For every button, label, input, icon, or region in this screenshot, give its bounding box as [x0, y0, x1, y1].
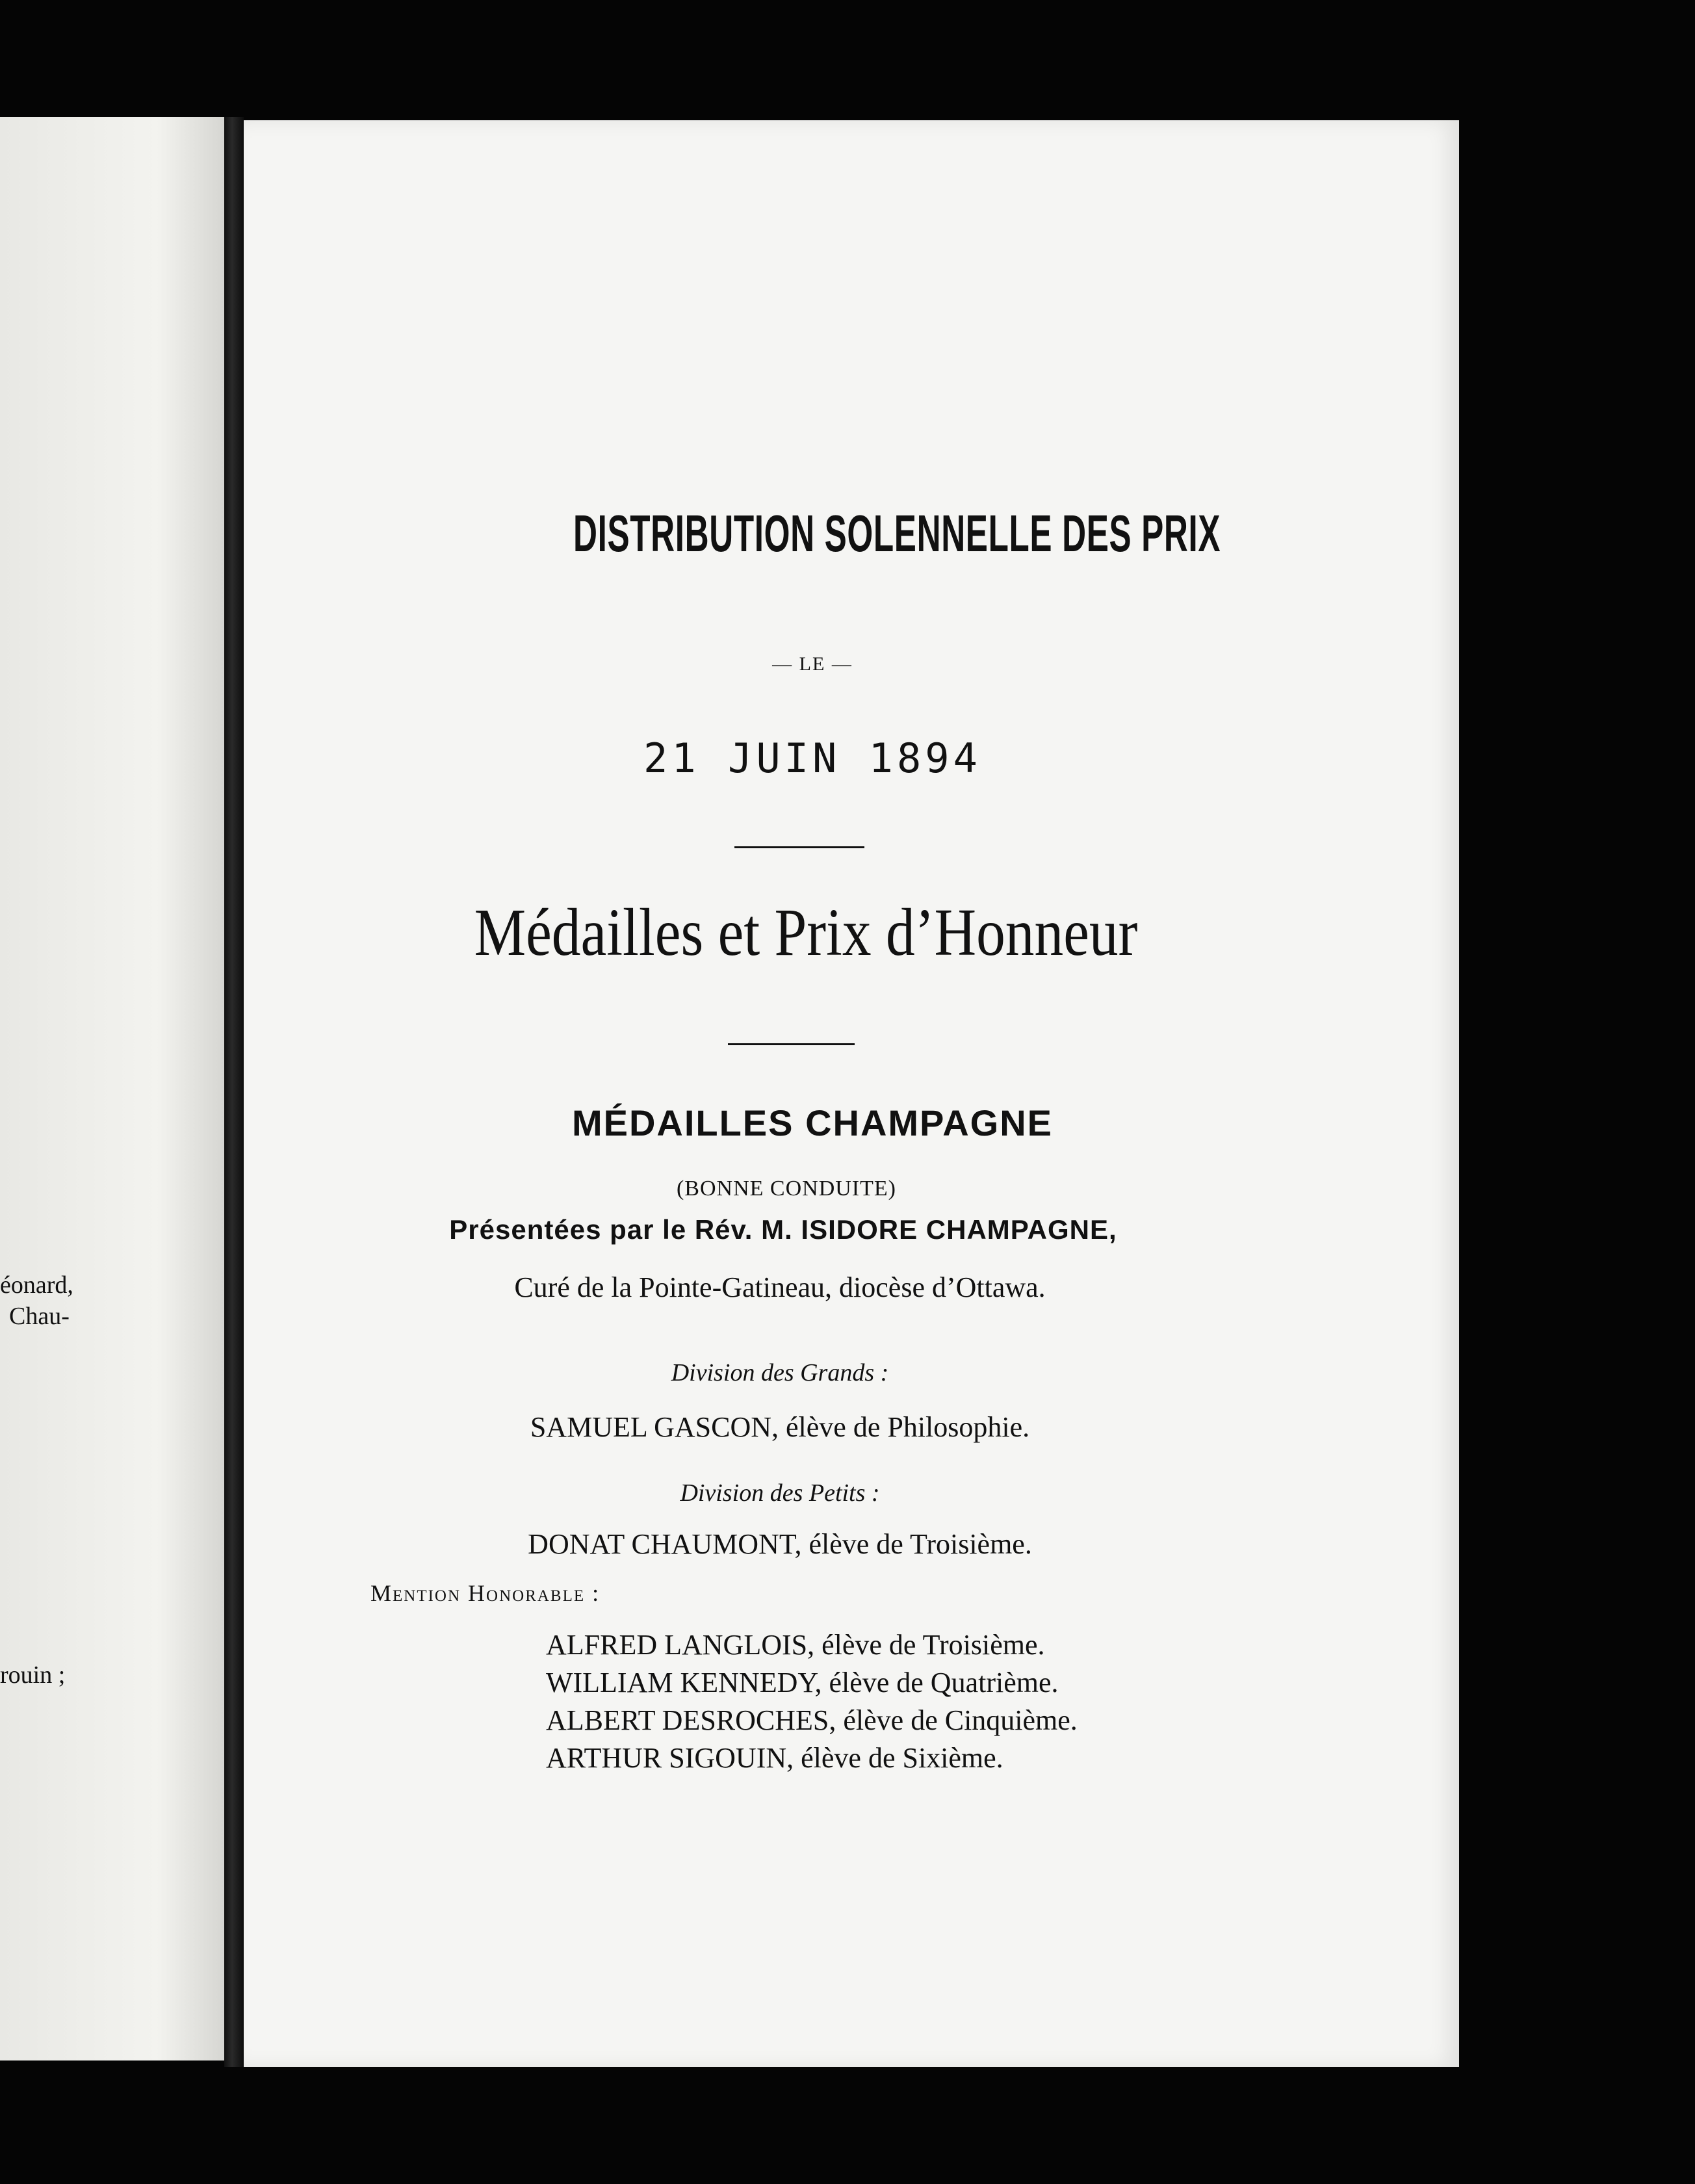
mention-item: ALBERT DESROCHES, élève de Cinquième.	[546, 1704, 1078, 1736]
division-petits-label: Division des Petits :	[680, 1479, 880, 1507]
left-page-line: Chau-	[9, 1303, 70, 1330]
left-page-line: rouin ;	[0, 1661, 66, 1689]
presented-by: Présentées par le Rév. M. ISIDORE CHAMPAGNE,	[449, 1214, 1117, 1245]
mention-item: ALFRED LANGLOIS, élève de Troisième.	[546, 1629, 1045, 1661]
mention-item: ARTHUR SIGOUIN, élève de Sixième.	[546, 1742, 1003, 1774]
divider-rule	[728, 1043, 855, 1045]
division-grands-label: Division des Grands :	[671, 1359, 889, 1386]
divider-rule	[734, 846, 864, 848]
division-petits-winner: DONAT CHAUMONT, élève de Troisième.	[528, 1528, 1032, 1560]
mention-item: WILLIAM KENNEDY, élève de Quatrième.	[546, 1667, 1059, 1698]
left-page	[0, 117, 224, 2060]
medal-title: MÉDAILLES CHAMPAGNE	[571, 1102, 1054, 1143]
mention-label: Mention Honorable :	[370, 1580, 601, 1606]
book-gutter	[224, 117, 244, 2067]
division-grands-winner: SAMUEL GASCON, élève de Philosophie.	[530, 1411, 1030, 1443]
document-title: DISTRIBUTION SOLENNELLE DES PRIX	[573, 504, 1221, 562]
presenter-title: Curé de la Pointe-Gatineau, diocèse d’Ottawa.	[514, 1271, 1046, 1303]
event-date: 21 JUIN 1894	[643, 734, 981, 782]
right-page	[244, 120, 1459, 2067]
medal-subtitle: (BONNE CONDUITE)	[676, 1176, 896, 1201]
left-page-line: éonard,	[0, 1271, 73, 1299]
le-label: — LE —	[772, 653, 853, 675]
section-heading: Médailles et Prix d’Honneur	[474, 895, 1138, 970]
